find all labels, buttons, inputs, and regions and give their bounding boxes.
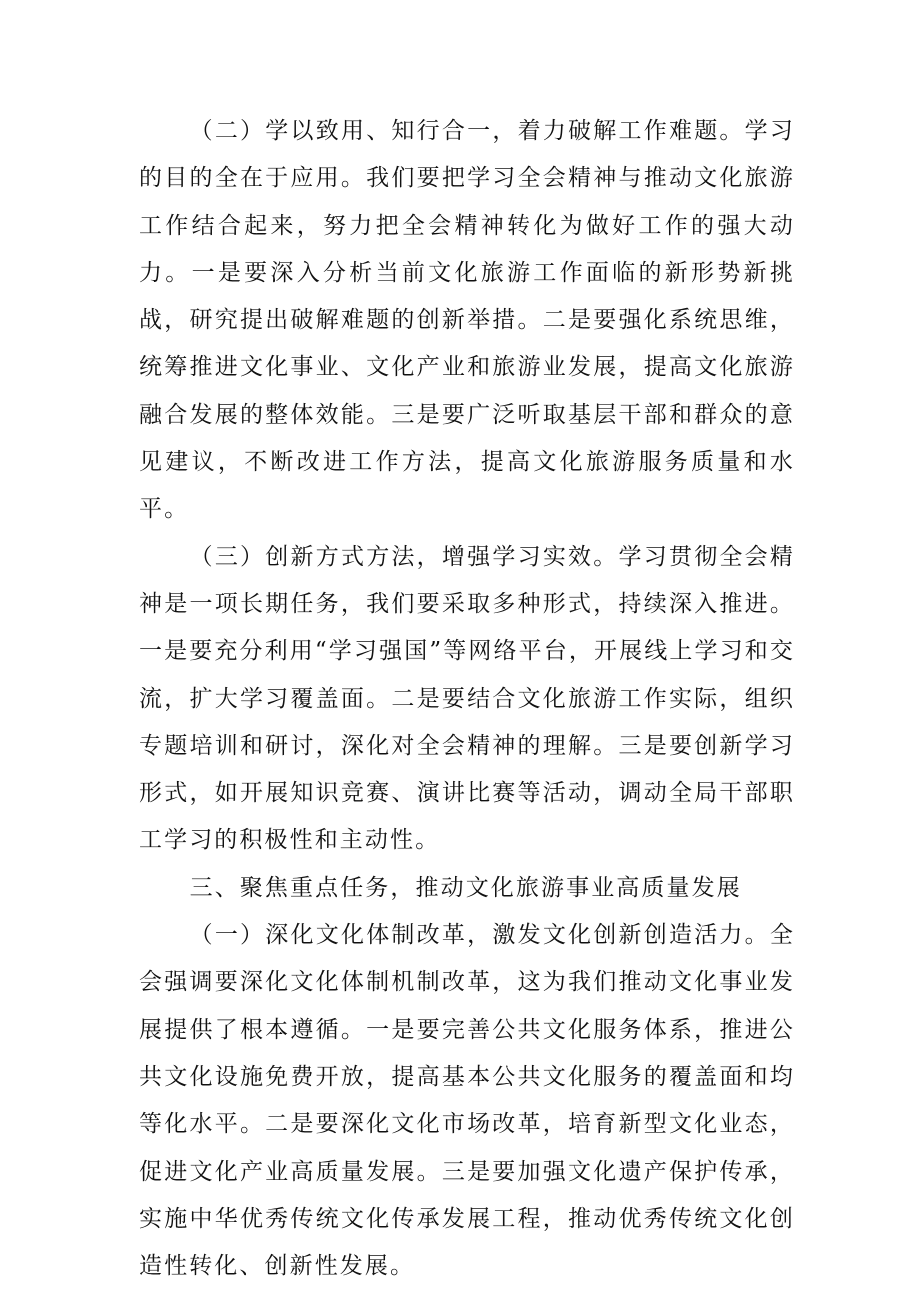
paragraph-section-2-3: （三）创新方式方法，增强学习实效。学习贯彻全会精神是一项长期任务，我们要采取多种形式，持续深入推进。一是要充分利用“学习强国”等网络平台，开展线上学习和交流，扩大学习覆盖面。二是要结合文化旅游工作实际，组织专题培训和研讨，深化对全会精神的理解。三是要创新学习形式，如开展知识竞赛、演讲比赛等活动，调动全局干部职工学习的积极性和主动性。 [139, 543, 795, 854]
section-heading-3: 三、聚焦重点任务，推动文化旅游事业高质量发展 [189, 874, 742, 901]
document-body [139, 108, 795, 1290]
paragraph-section-3-1: （一）深化文化体制改革，激发文化创新创造活力。全会强调要深化文化体制机制改革，这为我们推动文化事业发展提供了根本遵循。一是要完善公共文化服务体系，推进公共文化设施免费开放，提高基本公共文化服务的覆盖面和均等化水平。二是要深化文化市场改革，培育新型文化业态，促进文化产业高质量发展。三是要加强文化遗产保护传承，实施中华优秀传统文化传承发展工程，推动优秀传统文化创造性转化、创新性发展。 [139, 922, 795, 1280]
paragraph-section-2-2: （二）学以致用、知行合一，着力破解工作难题。学习的目的全在于应用。我们要把学习全会精神与推动文化旅游工作结合起来，努力把全会精神转化为做好工作的强大动力。一是要深入分析当前文化旅游工作面临的新形势新挑战，研究提出破解难题的创新举措。二是要强化系统思维，统筹推进文化事业、文化产业和旅游业发展，提高文化旅游融合发展的整体效能。三是要广泛听取基层干部和群众的意见建议，不断改进工作方法，提高文化旅游服务质量和水平。 [139, 118, 795, 523]
